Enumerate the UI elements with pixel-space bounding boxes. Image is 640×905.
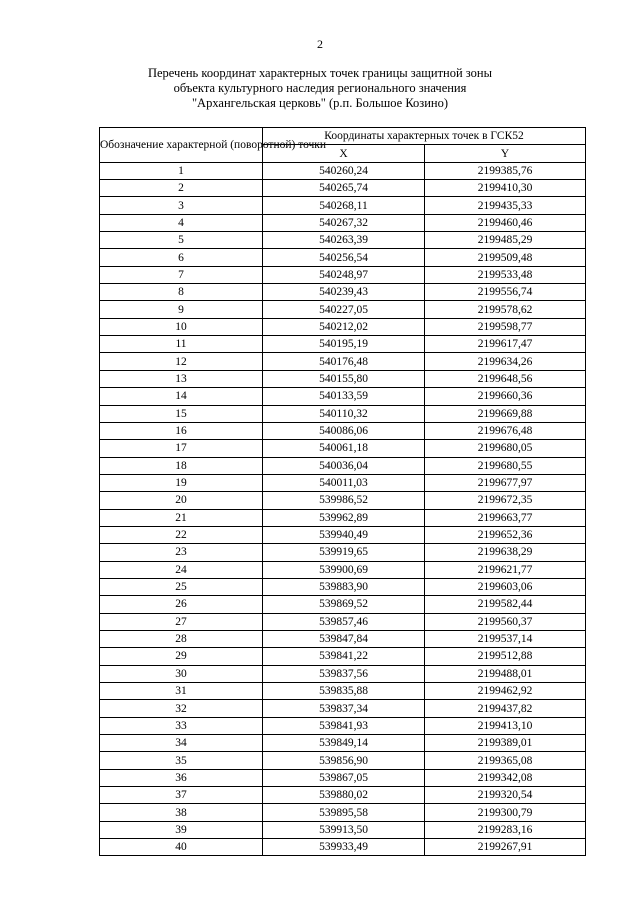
x-coordinate-cell: 539900,69 <box>263 561 425 578</box>
table-row <box>100 370 586 387</box>
y-coordinate-cell: 2199342,08 <box>425 769 586 786</box>
x-coordinate-cell: 539835,88 <box>263 683 425 700</box>
page-number: 2 <box>317 37 323 51</box>
table-row <box>100 492 586 509</box>
x-coordinate-cell: 539849,14 <box>263 735 425 752</box>
point-number-cell: 6 <box>100 249 263 266</box>
y-coordinate-cell: 2199556,74 <box>425 284 586 301</box>
point-number-cell: 18 <box>100 457 263 474</box>
x-coordinate-cell: 540086,06 <box>263 422 425 439</box>
x-coordinate-cell: 539933,49 <box>263 839 425 856</box>
y-coordinate-cell: 2199437,82 <box>425 700 586 717</box>
y-coordinate-cell: 2199413,10 <box>425 717 586 734</box>
table-row <box>100 336 586 353</box>
y-coordinate-cell: 2199365,08 <box>425 752 586 769</box>
point-number-cell: 39 <box>100 821 263 838</box>
y-coordinate-cell: 2199578,62 <box>425 301 586 318</box>
y-coordinate-cell: 2199648,56 <box>425 370 586 387</box>
y-coordinate-cell: 2199582,44 <box>425 596 586 613</box>
table-row <box>100 353 586 370</box>
point-number-cell: 33 <box>100 717 263 734</box>
point-number-cell: 1 <box>100 162 263 179</box>
table-row <box>100 214 586 231</box>
x-coordinate-cell: 539837,56 <box>263 665 425 682</box>
point-number-cell: 12 <box>100 353 263 370</box>
x-coordinate-cell: 540268,11 <box>263 197 425 214</box>
y-coordinate-cell: 2199663,77 <box>425 509 586 526</box>
y-coordinate-cell: 2199652,36 <box>425 526 586 543</box>
point-number-cell: 25 <box>100 578 263 595</box>
y-coordinate-cell: 2199676,48 <box>425 422 586 439</box>
table-row <box>100 839 586 856</box>
x-coordinate-cell: 540265,74 <box>263 180 425 197</box>
y-coordinate-cell: 2199669,88 <box>425 405 586 422</box>
x-coordinate-cell: 540263,39 <box>263 232 425 249</box>
table-row <box>100 717 586 734</box>
y-coordinate-cell: 2199680,05 <box>425 440 586 457</box>
y-coordinate-cell: 2199267,91 <box>425 839 586 856</box>
y-coordinate-cell: 2199385,76 <box>425 162 586 179</box>
x-coordinate-cell: 539895,58 <box>263 804 425 821</box>
point-number-cell: 2 <box>100 180 263 197</box>
table-row <box>100 596 586 613</box>
x-coordinate-cell: 539841,93 <box>263 717 425 734</box>
point-number-cell: 5 <box>100 232 263 249</box>
point-number-cell: 37 <box>100 787 263 804</box>
table-row <box>100 180 586 197</box>
title-line: Перечень координат характерных точек границы защитной зоны <box>147 66 493 80</box>
x-coordinate-cell: 539856,90 <box>263 752 425 769</box>
table-row <box>100 578 586 595</box>
x-coordinate-cell: 539867,05 <box>263 769 425 786</box>
table-row <box>100 232 586 249</box>
y-coordinate-cell: 2199680,55 <box>425 457 586 474</box>
table-row <box>100 457 586 474</box>
table-row <box>100 318 586 335</box>
point-number-cell: 24 <box>100 561 263 578</box>
table-row <box>100 197 586 214</box>
point-number-cell: 13 <box>100 370 263 387</box>
x-coordinate-cell: 540267,32 <box>263 214 425 231</box>
point-number-cell: 38 <box>100 804 263 821</box>
point-number-cell: 21 <box>100 509 263 526</box>
table-row <box>100 544 586 561</box>
point-number-cell: 4 <box>100 214 263 231</box>
y-coordinate-cell: 2199410,30 <box>425 180 586 197</box>
point-number-cell: 34 <box>100 735 263 752</box>
y-coordinate-cell: 2199660,36 <box>425 388 586 405</box>
point-number-cell: 26 <box>100 596 263 613</box>
point-number-cell: 3 <box>100 197 263 214</box>
header-point-designation: Обозначение характерной (поворотной) точки <box>100 128 263 163</box>
title-line: "Архангельская церковь" (р.п. Большое Козино) <box>191 96 449 110</box>
table-row <box>100 284 586 301</box>
table-body <box>100 162 586 856</box>
y-coordinate-cell: 2199485,29 <box>425 232 586 249</box>
y-coordinate-cell: 2199462,92 <box>425 683 586 700</box>
y-coordinate-cell: 2199672,35 <box>425 492 586 509</box>
x-coordinate-cell: 539919,65 <box>263 544 425 561</box>
coordinates-table <box>99 127 586 856</box>
point-number-cell: 22 <box>100 526 263 543</box>
title-line: объекта культурного наследия регионального значения <box>173 81 467 95</box>
y-coordinate-cell: 2199560,37 <box>425 613 586 630</box>
y-coordinate-cell: 2199512,88 <box>425 648 586 665</box>
table-row <box>100 561 586 578</box>
x-coordinate-cell: 540248,97 <box>263 266 425 283</box>
table-row <box>100 474 586 491</box>
y-coordinate-cell: 2199300,79 <box>425 804 586 821</box>
x-coordinate-cell: 540036,04 <box>263 457 425 474</box>
table-row <box>100 683 586 700</box>
point-number-cell: 14 <box>100 388 263 405</box>
table-row <box>100 700 586 717</box>
x-coordinate-cell: 539837,34 <box>263 700 425 717</box>
point-number-cell: 23 <box>100 544 263 561</box>
table-row <box>100 162 586 179</box>
point-number-cell: 30 <box>100 665 263 682</box>
y-coordinate-cell: 2199638,29 <box>425 544 586 561</box>
table-row <box>100 526 586 543</box>
document-title <box>0 66 640 111</box>
x-coordinate-cell: 539940,49 <box>263 526 425 543</box>
y-coordinate-cell: 2199533,48 <box>425 266 586 283</box>
y-coordinate-cell: 2199389,01 <box>425 735 586 752</box>
y-coordinate-cell: 2199598,77 <box>425 318 586 335</box>
x-coordinate-cell: 539841,22 <box>263 648 425 665</box>
table-row <box>100 821 586 838</box>
table-row <box>100 440 586 457</box>
x-coordinate-cell: 540195,19 <box>263 336 425 353</box>
y-coordinate-cell: 2199603,06 <box>425 578 586 595</box>
x-coordinate-cell: 540176,48 <box>263 353 425 370</box>
y-coordinate-cell: 2199509,48 <box>425 249 586 266</box>
table-row <box>100 630 586 647</box>
y-coordinate-cell: 2199320,54 <box>425 787 586 804</box>
table-row <box>100 388 586 405</box>
x-coordinate-cell: 540239,43 <box>263 284 425 301</box>
point-number-cell: 19 <box>100 474 263 491</box>
x-coordinate-cell: 540133,59 <box>263 388 425 405</box>
table-row <box>100 804 586 821</box>
point-number-cell: 11 <box>100 336 263 353</box>
point-number-cell: 15 <box>100 405 263 422</box>
y-coordinate-cell: 2199617,47 <box>425 336 586 353</box>
point-number-cell: 20 <box>100 492 263 509</box>
x-coordinate-cell: 539857,46 <box>263 613 425 630</box>
point-number-cell: 31 <box>100 683 263 700</box>
point-number-cell: 29 <box>100 648 263 665</box>
table-row <box>100 648 586 665</box>
y-coordinate-cell: 2199634,26 <box>425 353 586 370</box>
y-coordinate-cell: 2199621,77 <box>425 561 586 578</box>
x-coordinate-cell: 540110,32 <box>263 405 425 422</box>
y-coordinate-cell: 2199460,46 <box>425 214 586 231</box>
x-coordinate-cell: 540227,05 <box>263 301 425 318</box>
table-row <box>100 266 586 283</box>
point-number-cell: 17 <box>100 440 263 457</box>
point-number-cell: 35 <box>100 752 263 769</box>
point-number-cell: 36 <box>100 769 263 786</box>
table-row <box>100 613 586 630</box>
point-number-cell: 8 <box>100 284 263 301</box>
point-number-cell: 27 <box>100 613 263 630</box>
table-row <box>100 735 586 752</box>
table-row <box>100 405 586 422</box>
point-number-cell: 32 <box>100 700 263 717</box>
table-row <box>100 787 586 804</box>
table-row <box>100 665 586 682</box>
x-coordinate-cell: 539913,50 <box>263 821 425 838</box>
table-row <box>100 249 586 266</box>
header-coordinates: Координаты характерных точек в ГСК52 <box>263 128 586 145</box>
x-coordinate-cell: 540155,80 <box>263 370 425 387</box>
point-number-cell: 40 <box>100 839 263 856</box>
x-coordinate-cell: 539883,90 <box>263 578 425 595</box>
y-coordinate-cell: 2199537,14 <box>425 630 586 647</box>
x-coordinate-cell: 540011,03 <box>263 474 425 491</box>
table-row <box>100 752 586 769</box>
y-coordinate-cell: 2199677,97 <box>425 474 586 491</box>
point-number-cell: 28 <box>100 630 263 647</box>
table-row <box>100 422 586 439</box>
x-coordinate-cell: 540256,54 <box>263 249 425 266</box>
y-coordinate-cell: 2199283,16 <box>425 821 586 838</box>
point-number-cell: 7 <box>100 266 263 283</box>
point-number-cell: 10 <box>100 318 263 335</box>
table-row <box>100 769 586 786</box>
header-x: X <box>263 145 425 162</box>
table-row <box>100 301 586 318</box>
x-coordinate-cell: 539962,89 <box>263 509 425 526</box>
x-coordinate-cell: 539869,52 <box>263 596 425 613</box>
table-row <box>100 509 586 526</box>
point-number-cell: 16 <box>100 422 263 439</box>
x-coordinate-cell: 540260,24 <box>263 162 425 179</box>
header-y: Y <box>425 145 586 162</box>
y-coordinate-cell: 2199488,01 <box>425 665 586 682</box>
x-coordinate-cell: 540212,02 <box>263 318 425 335</box>
x-coordinate-cell: 540061,18 <box>263 440 425 457</box>
x-coordinate-cell: 539847,84 <box>263 630 425 647</box>
x-coordinate-cell: 539880,02 <box>263 787 425 804</box>
point-number-cell: 9 <box>100 301 263 318</box>
x-coordinate-cell: 539986,52 <box>263 492 425 509</box>
y-coordinate-cell: 2199435,33 <box>425 197 586 214</box>
